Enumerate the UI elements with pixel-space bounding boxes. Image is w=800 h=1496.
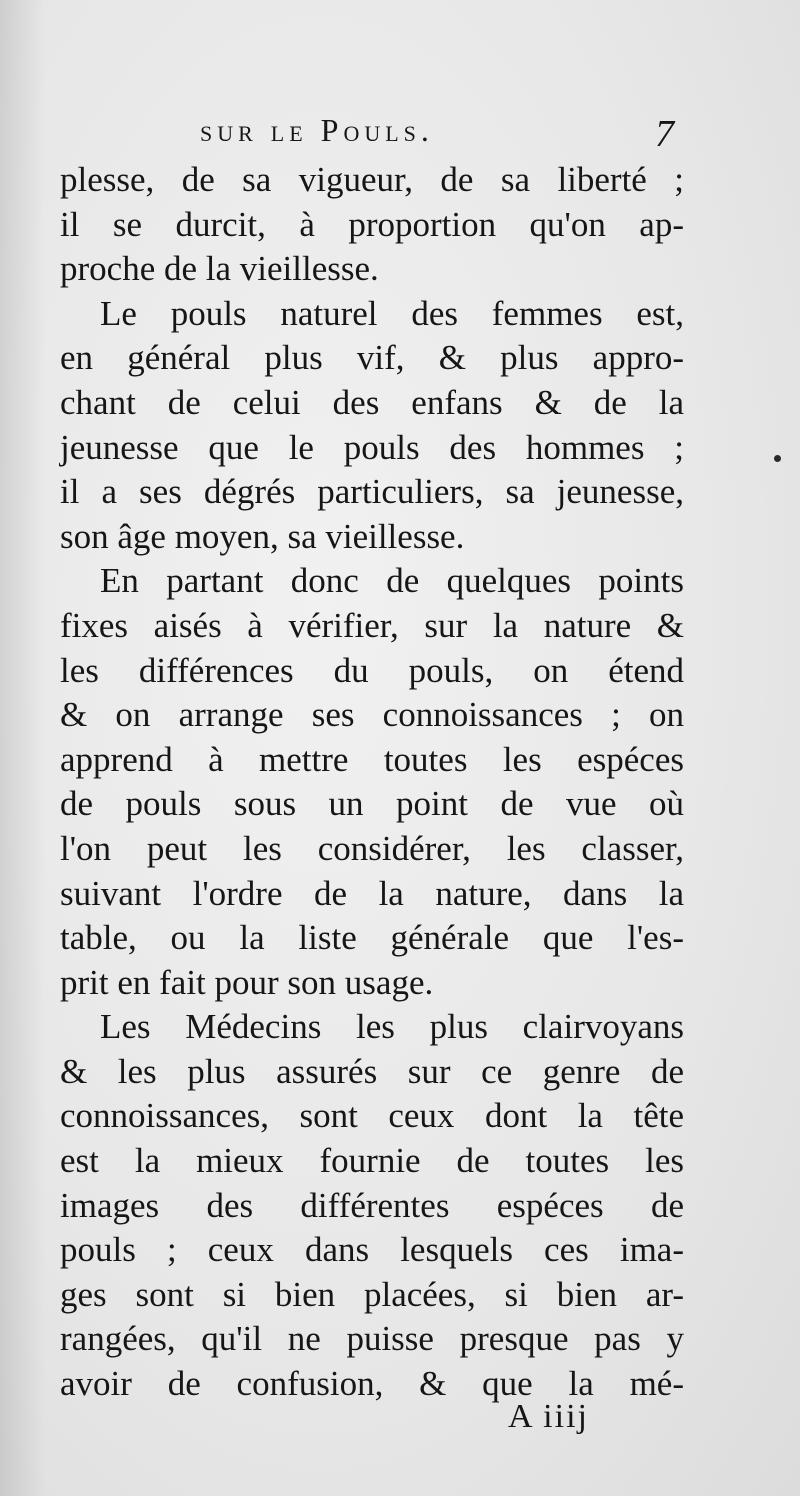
text-line: de pouls sous un point de vue où bbox=[60, 784, 684, 824]
text-line: suivant l'ordre de la nature, dans la bbox=[60, 873, 684, 913]
ink-speck bbox=[774, 455, 781, 462]
text-line: pouls ; ceux dans lesquels ces ima- bbox=[60, 1230, 684, 1270]
text-line: images des différentes espéces de bbox=[60, 1185, 684, 1225]
text-line: table, ou la liste générale que l'es- bbox=[60, 918, 684, 958]
text-line: proche de la vieillesse. bbox=[60, 249, 379, 289]
text-line: fixes aisés à vérifier, sur la nature & bbox=[60, 605, 684, 645]
text-line: chant de celui des enfans & de la bbox=[60, 382, 684, 422]
running-head: sur le Pouls. bbox=[200, 112, 434, 148]
text-line: apprend à mettre toutes les espéces bbox=[60, 739, 684, 779]
text-line: En partant donc de quelques points bbox=[100, 561, 684, 601]
text-line: son âge moyen, sa vieillesse. bbox=[60, 516, 465, 556]
text-line: & les plus assurés sur ce genre de bbox=[60, 1051, 684, 1091]
text-line: connoissances, sont ceux dont la tête bbox=[60, 1096, 684, 1136]
text-line: il a ses dégrés particuliers, sa jeunesse, bbox=[60, 472, 684, 512]
text-line: Les Médecins les plus clairvoyans bbox=[100, 1007, 684, 1047]
text-line: plesse, de sa vigueur, de sa liberté ; bbox=[60, 160, 684, 199]
text-line: en général plus vif, & plus appro- bbox=[60, 338, 684, 378]
text-line: est la mieux fournie de toutes les bbox=[60, 1141, 684, 1181]
gutter-shadow bbox=[0, 0, 46, 1496]
text-line: rangées, qu'il ne puisse presque pas y bbox=[60, 1319, 684, 1359]
text-line: jeunesse que le pouls des hommes ; bbox=[60, 427, 684, 467]
text-line: avoir de confusion, & que la mé- bbox=[60, 1364, 684, 1404]
text-line: Le pouls naturel des femmes est, bbox=[100, 293, 684, 333]
page-number: 7 bbox=[655, 113, 674, 155]
text-line: les différences du pouls, on étend bbox=[60, 650, 684, 690]
text-line: il se durcit, à proportion qu'on ap- bbox=[60, 204, 684, 244]
text-line: & on arrange ses connoissances ; on bbox=[60, 695, 684, 735]
text-line: prit en fait pour son usage. bbox=[60, 962, 434, 1002]
body-text bbox=[60, 158, 684, 1407]
text-line: ges sont si bien placées, si bien ar- bbox=[60, 1274, 684, 1314]
signature-mark: A iiij bbox=[508, 1398, 589, 1435]
text-line: l'on peut les considérer, les classer, bbox=[60, 828, 684, 868]
